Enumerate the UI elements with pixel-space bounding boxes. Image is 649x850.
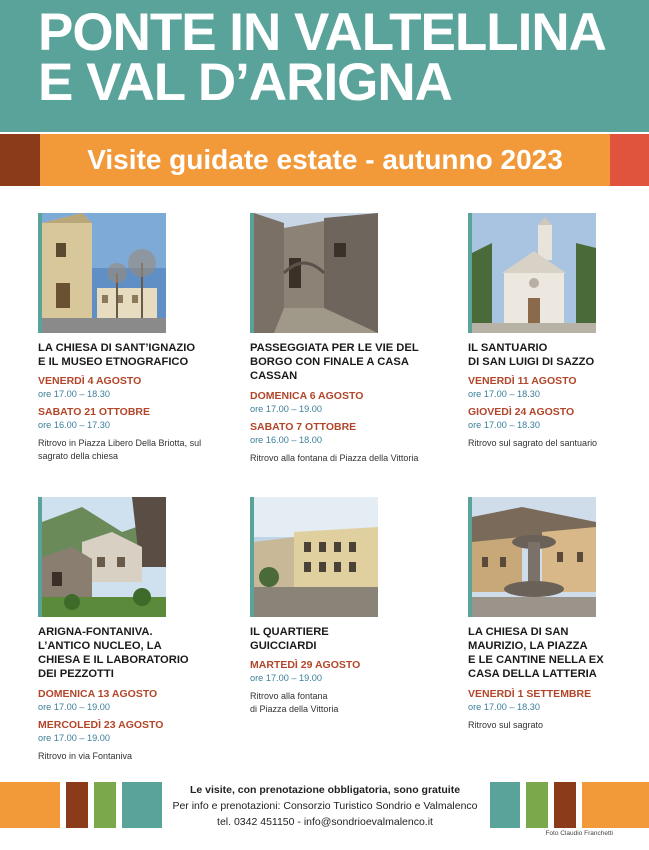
piazza-san-maurizio-image [472, 497, 596, 617]
card-title-line: CASA DELLA LATTERIA [468, 668, 597, 680]
card-title-line: LA CHIESA DI SAN [468, 626, 569, 638]
time: ore 17.00 – 18.30 [468, 420, 541, 430]
title-line-2: E VAL D’ARIGNA [38, 53, 452, 112]
date: DOMENICA 13 AGOSTO [38, 688, 158, 700]
footer-booking-info: Per info e prenotazioni: Consorzio Turistico Sondrio e Valmalenco [172, 800, 478, 812]
date: MARTEDÌ 29 AGOSTO [250, 659, 361, 671]
title-line-1: PONTE IN VALTELLINA [38, 3, 606, 62]
date: GIOVEDÌ 24 AGOSTO [468, 406, 575, 418]
footer-bar-green-right [526, 782, 548, 828]
time: ore 17.00 – 19.00 [38, 733, 111, 743]
date: VENERDÌ 1 SETTEMBRE [468, 688, 592, 700]
card-title-line: BORGO CON FINALE A CASA [250, 356, 409, 368]
time: ore 17.00 – 19.00 [250, 404, 323, 414]
card-title-line: CASSAN [250, 370, 298, 382]
date: DOMENICA 6 AGOSTO [250, 390, 364, 402]
arigna-fontaniva-image [42, 497, 166, 617]
village-photo [250, 213, 378, 333]
church-photo [38, 213, 166, 333]
footer-contacts: tel. 0342 451150 - info@sondrioevalmalenco.it [217, 816, 433, 828]
quartiere-guicciardi-image [254, 497, 378, 617]
square-photo [468, 497, 596, 617]
tour-card-santuario [468, 213, 649, 473]
card-title-line: DI SAN LUIGI DI SAZZO [468, 356, 595, 368]
footer-bar-teal [122, 782, 162, 828]
date: SABATO 21 OTTOBRE [38, 406, 151, 418]
subtitle-band-right [610, 134, 649, 186]
footer-bar-orange-right [582, 782, 649, 828]
time: ore 16.00 – 18.00 [250, 435, 323, 445]
time: ore 17.00 – 19.00 [250, 673, 323, 683]
meeting-point: Ritrovo alla fontana di Piazza della Vittoria [250, 453, 419, 463]
footer-bar-orange [0, 782, 60, 828]
card-title-line: GUICCIARDI [250, 640, 317, 652]
borgo-alley-image [254, 213, 378, 333]
card-title-line: MAURIZIO, LA PIAZZA [468, 640, 588, 652]
card-title-line: LA CHIESA DI SANT’IGNAZIO [38, 342, 196, 354]
date: SABATO 7 OTTOBRE [250, 421, 357, 433]
sanctuary-photo [468, 213, 596, 333]
meeting-point: sagrato della chiesa [38, 451, 119, 461]
date: VENERDÌ 11 AGOSTO [468, 375, 577, 387]
card-title-line: PASSEGGIATA PER LE VIE DEL [250, 342, 419, 354]
church-sant-ignazio-image [42, 213, 166, 333]
time: ore 17.00 – 19.00 [38, 702, 111, 712]
card-title-line: IL QUARTIERE [250, 626, 329, 638]
footer-bar-brown [66, 782, 88, 828]
card-title-line: ARIGNA-FONTANIVA. [38, 626, 153, 638]
footer-bar-teal-right [490, 782, 520, 828]
date: MERCOLEDÌ 23 AGOSTO [38, 719, 164, 731]
meeting-point: Ritrovo sul sagrato [468, 720, 544, 730]
meeting-point: Ritrovo sul sagrato del santuario [468, 438, 598, 448]
quarter-photo [250, 497, 378, 617]
santuario-san-luigi-image [472, 213, 596, 333]
header-banner [0, 0, 649, 132]
footer-info [165, 782, 485, 830]
card-title-line: L’ANTICO NUCLEO, LA [38, 640, 162, 652]
footer-free-visits: Le visite, con prenotazione obbligatoria, sono gratuite [189, 784, 461, 796]
time: ore 17.00 – 18.30 [38, 389, 111, 399]
date: VENERDÌ 4 AGOSTO [38, 375, 142, 387]
meeting-point: Ritrovo in Piazza Libero Della Briotta, sul [38, 438, 202, 448]
tour-card-sant-ignazio [38, 213, 228, 473]
meeting-point: Ritrovo alla fontana [250, 691, 328, 701]
tour-card-borgo [250, 213, 440, 473]
card-title-line: IL SANTUARIO [468, 342, 548, 354]
tour-card-san-maurizio [468, 497, 649, 747]
tour-card-arigna-fontaniva [38, 497, 228, 767]
time: ore 16.00 – 17.30 [38, 420, 111, 430]
meeting-point: di Piazza della Vittoria [250, 704, 339, 714]
card-title-line: CHIESA E IL LABORATORIO [38, 654, 189, 666]
subtitle-band-left [0, 134, 40, 186]
photo-credit: Foto Claudio Franchetti [545, 830, 613, 837]
footer-bar-brown-right [554, 782, 576, 828]
meeting-point: Ritrovo in via Fontaniva [38, 751, 133, 761]
subtitle: Visite guidate estate - autunno 2023 [87, 144, 563, 175]
card-title-line: DEI PEZZOTTI [38, 668, 114, 680]
tour-card-guicciardi [250, 497, 440, 727]
hamlet-photo [38, 497, 166, 617]
time: ore 17.00 – 18.30 [468, 389, 541, 399]
card-title-line: E LE CANTINE NELLA EX [468, 654, 604, 666]
page-title [38, 3, 606, 112]
footer-bar-green [94, 782, 116, 828]
card-title-line: E IL MUSEO ETNOGRAFICO [38, 356, 189, 368]
time: ore 17.00 – 18.30 [468, 702, 541, 712]
